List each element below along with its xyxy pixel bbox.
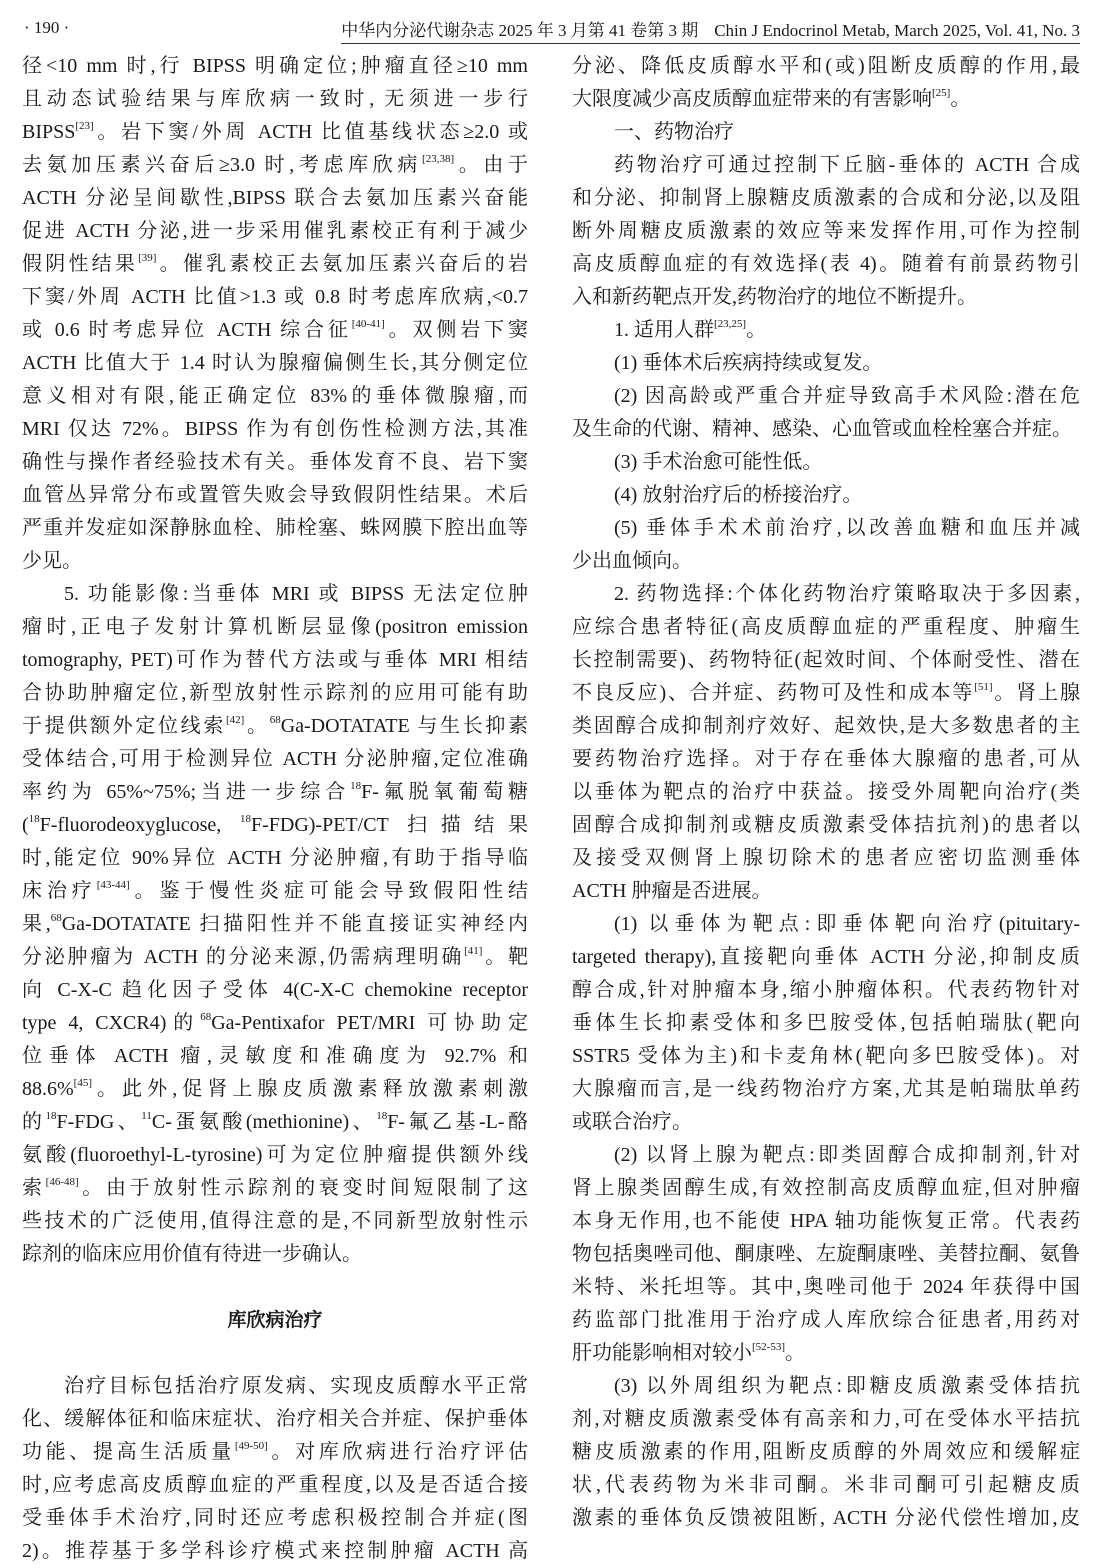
text-segment: 向 C-X-C 趋化因子受体 4(C-X-C chemokine receptor xyxy=(22,979,528,1001)
text-line xyxy=(572,578,1080,611)
text-segment: F-FDG、 xyxy=(56,1111,142,1133)
text-segment: 大限度减少高皮质醇血症带来的有害影响 xyxy=(572,88,932,110)
text-line xyxy=(572,149,1080,182)
text-segment: 氨酸(fluoroethyl-L-tyrosine)可为定位肿瘤提供额外线 xyxy=(22,1144,528,1166)
text-segment: 少见。 xyxy=(22,550,82,572)
text-segment: (4) 放射治疗后的桥接治疗。 xyxy=(614,484,863,506)
citation-superscript: [45] xyxy=(73,1077,92,1089)
text-segment: 88.6% xyxy=(22,1078,74,1100)
text-line xyxy=(572,50,1080,83)
text-segment: 受体结合,可用于检测异位 ACTH 分泌肿瘤,定位准确 xyxy=(22,748,528,770)
text-segment: 严重并发症如深静脉血栓、肺栓塞、蛛网膜下腔出血等 xyxy=(22,517,528,539)
text-segment: 。肾上腺 xyxy=(992,682,1080,704)
citation-superscript: [42] xyxy=(226,714,245,726)
paragraph xyxy=(572,578,1080,908)
text-segment: 下窦/外周 ACTH 比值>1.3 或 0.8 时考虑库欣病,<0.7 xyxy=(22,286,528,308)
left-column xyxy=(22,50,528,1568)
text-segment: 。催乳素校正去氨加压素兴奋后的岩 xyxy=(156,253,529,275)
text-line xyxy=(572,809,1080,842)
text-segment: (3) 以外周组织为靶点:即糖皮质激素受体拮抗 xyxy=(614,1375,1080,1397)
citation-superscript: [23,25] xyxy=(714,318,747,330)
text-line xyxy=(22,347,528,380)
text-line xyxy=(22,314,528,347)
text-line xyxy=(22,116,528,149)
text-segment: 分泌、降低皮质醇水平和(或)阻断皮质醇的作用,最 xyxy=(572,55,1080,77)
text-line xyxy=(22,215,528,248)
text-segment: 确性与操作者经验技术有关。垂体发育不良、岩下窦 xyxy=(22,451,528,473)
paragraph xyxy=(572,149,1080,314)
right-column xyxy=(572,50,1080,1535)
text-line xyxy=(22,512,528,545)
text-segment: type 4, CXCR4)的 xyxy=(22,1012,201,1034)
text-segment: 。双侧岩下窦 xyxy=(384,319,528,341)
text-segment: 一、药物治疗 xyxy=(614,121,734,143)
text-line xyxy=(572,83,1080,116)
paragraph xyxy=(572,512,1080,578)
text-segment: 1. 适用人群 xyxy=(614,319,714,341)
text-segment: 。对库欣病进行治疗评估 xyxy=(267,1441,529,1463)
text-line xyxy=(22,545,528,578)
text-segment: 。岩下窦/外周 ACTH 比值基线状态≥2.0 或 xyxy=(93,121,528,143)
text-segment: (1) 以垂体为靶点:即垂体靶向治疗(pituitary- xyxy=(614,913,1080,935)
text-segment: 治疗目标包括治疗原发病、实现皮质醇水平正常 xyxy=(64,1375,528,1397)
text-line xyxy=(22,611,528,644)
text-line xyxy=(22,182,528,215)
text-segment: 意义相对有限,能正确定位 83%的垂体微腺瘤,而 xyxy=(22,385,528,407)
text-line xyxy=(572,1238,1080,1271)
text-line xyxy=(572,116,1080,149)
text-segment: ACTH 肿瘤是否进展。 xyxy=(572,880,772,902)
text-segment: 且动态试验结果与库欣病一致时, 无须进一步行 xyxy=(22,88,528,110)
text-line xyxy=(572,1172,1080,1205)
text-segment: 分泌肿瘤为 ACTH 的分泌来源,仍需病理明确 xyxy=(22,946,465,968)
text-segment: 少出血倾向。 xyxy=(572,550,692,572)
text-line xyxy=(22,842,528,875)
text-line xyxy=(22,83,528,116)
text-line xyxy=(572,1337,1080,1370)
text-segment: 。 xyxy=(950,88,971,110)
text-segment: targeted therapy),直接靶向垂体 ACTH 分泌,抑制皮质 xyxy=(572,946,1080,968)
isotope-superscript: 18 xyxy=(376,1110,388,1122)
text-line xyxy=(22,281,528,314)
text-line xyxy=(572,710,1080,743)
text-line xyxy=(22,413,528,446)
text-line xyxy=(22,941,528,974)
text-segment: 长控制需要)、药物特征(起效时间、个体耐受性、潜在 xyxy=(572,649,1080,671)
text-segment: 踪剂的临床应用价值有待进一步确认。 xyxy=(22,1243,362,1265)
text-segment: 垂体生长抑素受体和多巴胺受体,包括帕瑞肽(靶向 xyxy=(572,1012,1080,1034)
text-line xyxy=(572,347,1080,380)
text-line xyxy=(22,149,528,182)
text-line xyxy=(572,215,1080,248)
citation-superscript: [23,38] xyxy=(422,153,455,165)
text-segment: 。鉴于慢性炎症可能会导致假阳性结 xyxy=(129,880,529,902)
text-segment: F-氟脱氧葡萄糖 xyxy=(361,781,528,803)
paragraph xyxy=(572,116,1080,149)
text-segment: 断外周糖皮质激素的效应等来发挥作用,可作为控制 xyxy=(572,220,1080,242)
text-segment: 率约为 65%~75%;当进一步综合 xyxy=(22,781,351,803)
text-segment: 药监部门批准用于治疗成人库欣综合征患者,用药对 xyxy=(572,1309,1080,1331)
paragraph xyxy=(572,380,1080,446)
text-line xyxy=(22,776,528,809)
text-line xyxy=(572,974,1080,1007)
text-line xyxy=(572,281,1080,314)
text-segment: 2. 药物选择:个体化药物治疗策略取决于多因素, xyxy=(614,583,1080,605)
text-segment: 要药物治疗选择。对于存在垂体大腺瘤的患者,可从 xyxy=(572,748,1080,770)
text-segment: 。由于放射性示踪剂的衰变时间短限制了这 xyxy=(78,1177,529,1199)
text-segment: ACTH 分泌呈间歇性,BIPSS 联合去氨加压素兴奋能 xyxy=(22,187,528,209)
text-line xyxy=(572,908,1080,941)
text-segment: 索 xyxy=(22,1177,46,1199)
text-segment: F-fluorodeoxyglucose, xyxy=(39,814,240,836)
text-segment: 大腺瘤而言,是一线药物治疗方案,尤其是帕瑞肽单药 xyxy=(572,1078,1080,1100)
text-line xyxy=(572,1469,1080,1502)
text-segment: 激素的垂体负反馈被阻断, ACTH 分泌代偿性增加,皮 xyxy=(572,1507,1080,1529)
text-line xyxy=(572,842,1080,875)
text-line xyxy=(22,1040,528,1073)
paragraph xyxy=(22,50,528,578)
text-segment: 。 xyxy=(785,1342,805,1364)
text-line xyxy=(22,1403,528,1436)
text-line xyxy=(22,1073,528,1106)
isotope-superscript: 18 xyxy=(350,780,362,792)
text-line xyxy=(22,1007,528,1040)
text-segment: BIPSS xyxy=(22,121,76,143)
text-line xyxy=(22,974,528,1007)
text-segment: 及生命的代谢、精神、感染、心血管或血栓栓塞合并症。 xyxy=(572,418,1072,440)
text-segment: 于提供额外定位线索 xyxy=(22,715,227,737)
citation-superscript: [25] xyxy=(932,87,951,99)
text-segment: 状,代表药物为米非司酮。米非司酮可引起糖皮质 xyxy=(572,1474,1080,1496)
text-segment: F-FDG)-PET/CT 扫描结果 xyxy=(250,814,529,836)
text-segment: 米特、米托坦等。其中,奥唑司他于 2024 年获得中国 xyxy=(572,1276,1080,1298)
citation-superscript: [51] xyxy=(974,681,993,693)
paragraph xyxy=(572,446,1080,479)
text-line xyxy=(22,908,528,941)
text-segment: 果, xyxy=(22,913,51,935)
text-line xyxy=(572,1139,1080,1172)
text-segment: 。此外,促肾上腺皮质激素释放激素刺激 xyxy=(92,1078,528,1100)
text-segment: ACTH 比值大于 1.4 时认为腺瘤偏侧生长,其分侧定位 xyxy=(22,352,528,374)
citation-superscript: [49-50] xyxy=(234,1440,268,1452)
text-line xyxy=(572,314,1080,347)
text-segment: 假阴性结果 xyxy=(22,253,139,275)
text-segment: 促进 ACTH 分泌,进一步采用催乳素校正有利于减少 xyxy=(22,220,528,242)
text-segment: Ga-DOTATATE 与生长抑素 xyxy=(280,715,529,737)
text-segment: Ga-DOTATATE 扫描阳性并不能直接证实神经内 xyxy=(61,913,528,935)
citation-superscript: [52-53] xyxy=(752,1341,785,1353)
text-segment: (2) 因高龄或严重合并症导致高手术风险:潜在危 xyxy=(614,385,1080,407)
text-line xyxy=(572,677,1080,710)
text-line xyxy=(22,380,528,413)
text-segment: 以垂体为靶点的治疗中获益。接受外周靶向治疗(类 xyxy=(572,781,1080,803)
text-line xyxy=(22,1502,528,1535)
text-segment: F-氟乙基-L-酪 xyxy=(387,1111,528,1133)
paragraph xyxy=(22,1370,528,1568)
isotope-superscript: 68 xyxy=(200,1011,212,1023)
text-segment: 2)。推荐基于多学科诊疗模式来控制肿瘤 ACTH 高 xyxy=(22,1540,528,1562)
text-segment: 些技术的广泛使用,值得注意的是,不同新型放射性示 xyxy=(22,1210,528,1232)
text-segment: 或联合治疗。 xyxy=(572,1111,692,1133)
text-line xyxy=(572,413,1080,446)
text-segment: 剂,对糖皮质激素受体有高亲和力,可在受体水平拮抗 xyxy=(572,1408,1080,1430)
text-line xyxy=(22,875,528,908)
text-line xyxy=(572,446,1080,479)
text-segment: 及接受双侧肾上腺切除术的患者应密切监测垂体 xyxy=(572,847,1080,869)
text-line xyxy=(572,380,1080,413)
text-line xyxy=(22,809,528,842)
section-heading: 库欣病治疗 xyxy=(227,1309,323,1331)
text-segment: (5) 垂体手术术前治疗,以改善血糖和血压并减 xyxy=(614,517,1080,539)
text-segment: 合协助肿瘤定位,新型放射性示踪剂的应用可能有助 xyxy=(22,682,528,704)
paragraph xyxy=(22,578,528,1271)
text-segment: 位垂体 ACTH 瘤,灵敏度和准确度为 92.7% 和 xyxy=(22,1045,528,1067)
text-line xyxy=(572,743,1080,776)
text-line xyxy=(572,611,1080,644)
text-segment: C-蛋氨酸(methionine)、 xyxy=(151,1111,377,1133)
page-number: · 190 · xyxy=(24,18,70,37)
paragraph xyxy=(572,908,1080,1139)
text-line xyxy=(572,776,1080,809)
paragraph xyxy=(572,1370,1080,1535)
text-segment: ( xyxy=(22,814,29,836)
text-segment: 。靶 xyxy=(482,946,528,968)
text-segment: 去氨加压素兴奋后≥3.0 时,考虑库欣病 xyxy=(22,154,423,176)
text-line xyxy=(572,1205,1080,1238)
text-line xyxy=(22,1238,528,1271)
text-segment: 和分泌、抑制肾上腺糖皮质激素的合成和分泌,以及阻 xyxy=(572,187,1080,209)
text-segment: 固醇合成抑制剂或糖皮质激素受体拮抗剂)的患者以 xyxy=(572,814,1080,836)
text-segment: 或 0.6 时考虑异位 ACTH 综合征 xyxy=(22,319,352,341)
text-line xyxy=(572,1073,1080,1106)
isotope-superscript: 18 xyxy=(28,813,40,825)
text-segment: (1) 垂体术后疾病持续或复发。 xyxy=(614,352,883,374)
text-line xyxy=(22,50,528,83)
text-line xyxy=(22,710,528,743)
isotope-superscript: 18 xyxy=(239,813,251,825)
text-segment: 径<10 mm 时,行 BIPSS 明确定位;肿瘤直径≥10 mm xyxy=(22,55,528,77)
text-segment: 药物治疗可通过控制下丘脑-垂体的 ACTH 合成 xyxy=(614,154,1080,176)
text-segment: 不良反应)、合并症、药物可及性和成本等 xyxy=(572,682,975,704)
text-line xyxy=(572,941,1080,974)
text-line xyxy=(572,1271,1080,1304)
paragraph xyxy=(572,314,1080,347)
journal-title-en: Chin J Endocrinol Metab, March 2025, Vol. 41, No. 3 xyxy=(714,21,1080,40)
text-segment: 时,应考虑高皮质醇血症的严重程度,以及是否适合接 xyxy=(22,1474,528,1496)
isotope-superscript: 18 xyxy=(45,1110,57,1122)
text-segment: (3) 手术治愈可能性低。 xyxy=(614,451,823,473)
citation-superscript: [23] xyxy=(75,120,94,132)
text-line xyxy=(572,1007,1080,1040)
text-segment: 本身无作用,也不能使 HPA 轴功能恢复正常。代表药 xyxy=(572,1210,1080,1232)
text-segment: (2) 以肾上腺为靶点:即类固醇合成抑制剂,针对 xyxy=(614,1144,1080,1166)
paragraph xyxy=(572,50,1080,116)
text-segment: 的 xyxy=(22,1111,46,1133)
text-line xyxy=(572,512,1080,545)
text-segment: Ga-Pentixafor PET/MRI 可协助定 xyxy=(211,1012,529,1034)
text-segment: 肾上腺类固醇生成,有效控制高皮质醇血症,但对肿瘤 xyxy=(572,1177,1080,1199)
text-line xyxy=(572,1304,1080,1337)
text-line xyxy=(572,182,1080,215)
text-line xyxy=(22,1172,528,1205)
text-segment: 入和新药靶点开发,药物治疗的地位不断提升。 xyxy=(572,286,977,308)
citation-superscript: [46-48] xyxy=(45,1176,79,1188)
text-line xyxy=(22,1436,528,1469)
citation-superscript: [41] xyxy=(464,945,483,957)
text-segment: 应综合患者特征(高皮质醇血症的严重程度、肿瘤生 xyxy=(572,616,1080,638)
text-segment: 瘤时,正电子发射计算机断层显像(positron emission xyxy=(22,616,528,638)
text-segment: 肝功能影响相对较小 xyxy=(572,1342,752,1364)
text-segment: 。 xyxy=(244,715,270,737)
text-line xyxy=(22,743,528,776)
citation-superscript: [43-44] xyxy=(96,879,130,891)
text-line xyxy=(22,1106,528,1139)
text-segment: 血管丛异常分布或置管失败会导致假阴性结果。术后 xyxy=(22,484,528,506)
text-segment: tomography, PET)可作为替代方法或与垂体 MRI 相结 xyxy=(22,649,528,671)
text-line xyxy=(572,1403,1080,1436)
paragraph xyxy=(572,347,1080,380)
text-line xyxy=(22,1469,528,1502)
text-line xyxy=(22,446,528,479)
text-line xyxy=(572,1436,1080,1469)
text-segment: 功能、提高生活质量 xyxy=(22,1441,235,1463)
text-segment: 。由于 xyxy=(454,154,528,176)
text-segment: SSTR5 受体为主)和卡麦角林(靶向多巴胺受体)。对 xyxy=(572,1045,1080,1067)
text-line xyxy=(572,1502,1080,1535)
isotope-superscript: 68 xyxy=(269,714,281,726)
text-line xyxy=(22,1370,528,1403)
text-line xyxy=(22,677,528,710)
text-segment: 化、缓解体征和临床症状、治疗相关合并症、保护垂体 xyxy=(22,1408,528,1430)
text-line xyxy=(572,875,1080,908)
text-segment: 受垂体手术治疗,同时还应考虑积极控制合并症(图 xyxy=(22,1507,528,1529)
citation-superscript: [39] xyxy=(138,252,157,264)
text-line xyxy=(22,479,528,512)
isotope-superscript: 11 xyxy=(141,1110,152,1122)
text-segment: 。 xyxy=(746,319,767,341)
citation-superscript: [40-41] xyxy=(351,318,385,330)
text-line xyxy=(22,1205,528,1238)
text-line xyxy=(572,644,1080,677)
text-segment: 高皮质醇血症的有效选择(表 4)。随着有前景药物引 xyxy=(572,253,1080,275)
text-line xyxy=(572,1370,1080,1403)
text-line xyxy=(572,479,1080,512)
text-segment: 床治疗 xyxy=(22,880,97,902)
text-segment: 醇合成,针对肿瘤本身,缩小肿瘤体积。代表药物针对 xyxy=(572,979,1080,1001)
text-line xyxy=(22,248,528,281)
text-line xyxy=(572,1040,1080,1073)
text-segment: 物包括奥唑司他、酮康唑、左旋酮康唑、美替拉酮、氨鲁 xyxy=(572,1243,1080,1265)
text-line xyxy=(22,578,528,611)
text-line xyxy=(572,545,1080,578)
text-line xyxy=(572,1106,1080,1139)
text-segment: 糖皮质激素的作用,阻断皮质醇的外周效应和缓解症 xyxy=(572,1441,1080,1463)
isotope-superscript: 68 xyxy=(50,912,62,924)
text-line xyxy=(22,1139,528,1172)
journal-title-cn: 中华内分泌代谢杂志 2025 年 3 月第 41 卷第 3 期 xyxy=(341,21,699,40)
running-header xyxy=(341,16,1080,44)
paragraph xyxy=(572,1139,1080,1370)
text-line xyxy=(22,1535,528,1568)
text-segment: 5. 功能影像:当垂体 MRI 或 BIPSS 无法定位肿 xyxy=(64,583,528,605)
text-segment: 时,能定位 90%异位 ACTH 分泌肿瘤,有助于指导临 xyxy=(22,847,528,869)
text-segment: MRI 仅达 72%。BIPSS 作为有创伤性检测方法,其准 xyxy=(22,418,528,440)
text-line xyxy=(22,644,528,677)
paragraph xyxy=(572,479,1080,512)
text-line xyxy=(572,248,1080,281)
text-segment: 类固醇合成抑制剂疗效好、起效快,是大多数患者的主 xyxy=(572,715,1080,737)
